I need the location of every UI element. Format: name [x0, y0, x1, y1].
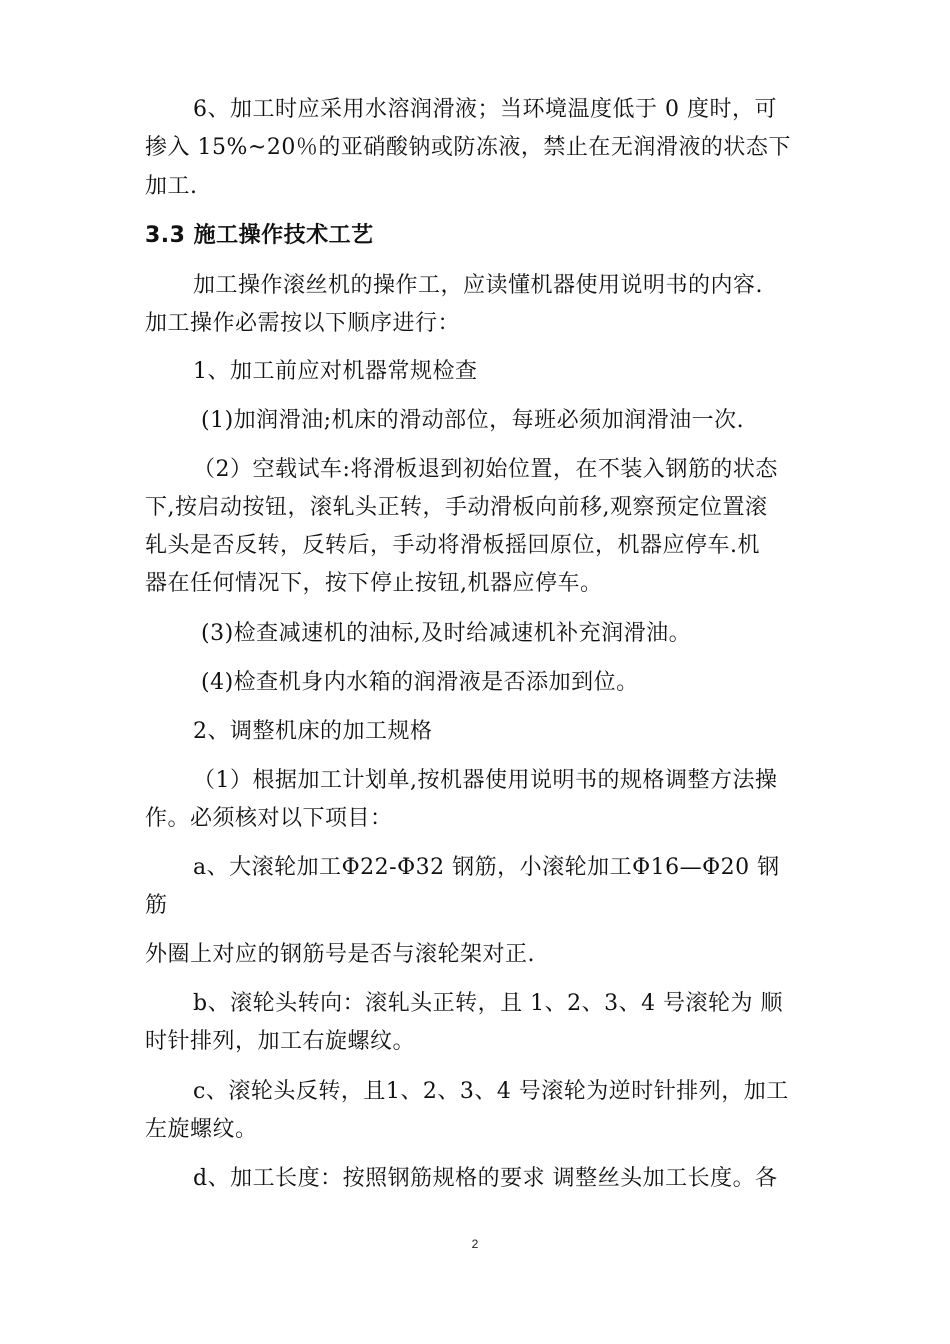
- text-line: （2）空载试车:将滑板退到初始位置，在不装入钢筋的状态: [193, 457, 778, 482]
- text-line: d、加工长度：按照钢筋规格的要求 调整丝头加工长度。各: [193, 1166, 778, 1191]
- text-line: 2、调整机床的加工规格: [193, 719, 433, 744]
- text-line: 加工操作滚丝机的操作工，应读懂机器使用说明书的内容.: [193, 273, 763, 298]
- text-line: 外圈上对应的钢筋号是否与滚轮架对正.: [145, 942, 535, 967]
- text-line: 下,按启动按钮，滚轧头正转，手动滑板向前移,观察预定位置滚: [145, 495, 768, 520]
- text-line: b、滚轮头转向：滚轧头正转，且 1、2、3、4 号滚轮为 顺: [193, 991, 784, 1016]
- text-line: 轧头是否反转，反转后，手动将滑板摇回原位，机器应停车.机: [145, 533, 760, 558]
- text-line: 时针排列，加工右旋螺纹。: [145, 1029, 416, 1054]
- text-line: 加工操作必需按以下顺序进行：: [145, 311, 461, 336]
- text-line: (1)加润滑油;机床的滑动部位，每班必须加润滑油一次.: [201, 408, 745, 433]
- text-line: 掺入 15%~20％的亚硝酸钠或防冻液，禁止在无润滑液的状态下: [145, 135, 791, 160]
- text-line: 1、加工前应对机器常规检查: [193, 359, 478, 384]
- text-line: （1）根据加工计划单,按机器使用说明书的规格调整方法操: [193, 768, 778, 793]
- text-line: 6、加工时应采用水溶润滑液；当环境温度低于 0 度时，可: [193, 97, 777, 122]
- text-line: (4)检查机身内水箱的润滑液是否添加到位。: [201, 670, 639, 695]
- text-line: 器在任何情况下，按下停止按钮,机器应停车。: [145, 571, 603, 596]
- text-line: 加工.: [145, 174, 198, 199]
- page-number: 2: [471, 1237, 479, 1251]
- text-line: 作。必须核对以下项目：: [145, 806, 393, 831]
- text-line: 筋: [145, 893, 168, 918]
- text-line: a、大滚轮加工Φ22-Φ32 钢筋，小滚轮加工Φ16—Φ20 钢: [193, 855, 780, 880]
- text-line: (3)检查减速机的油标,及时给减速机补充润滑油。: [201, 621, 692, 646]
- section-heading: 3.3 施工操作技术工艺: [145, 223, 374, 248]
- text-line: 左旋螺纹。: [145, 1117, 258, 1142]
- text-line: c、滚轮头反转，且1、2、3、4 号滚轮为逆时针排列，加工: [193, 1079, 789, 1104]
